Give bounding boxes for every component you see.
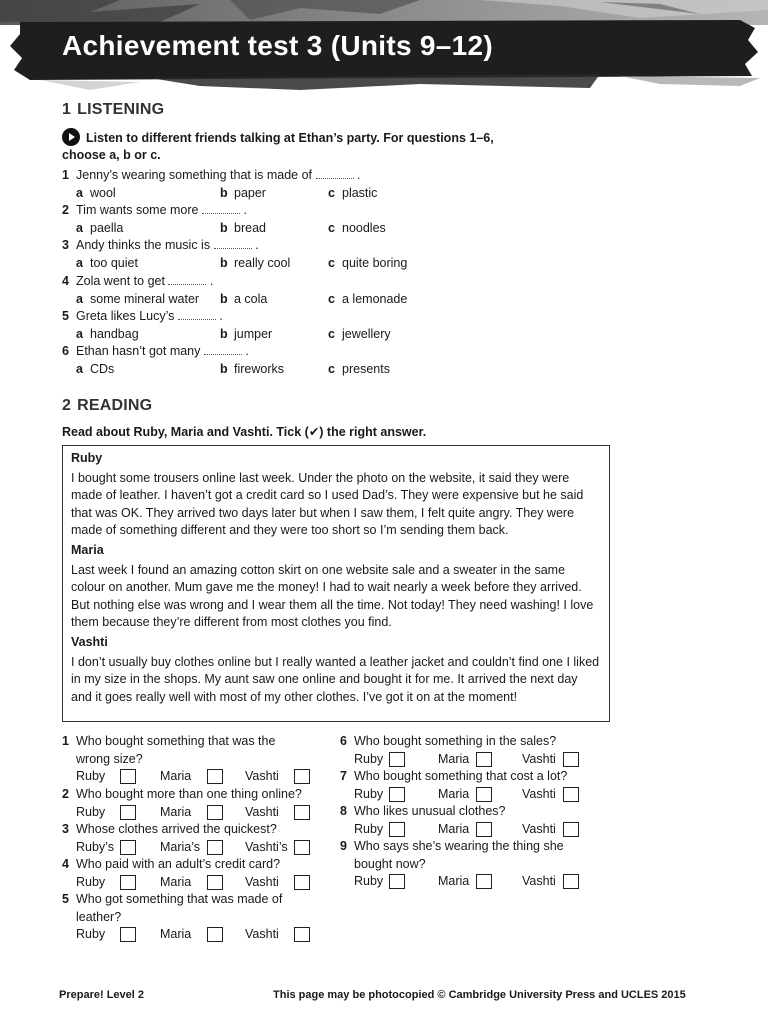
tick-box[interactable] [207, 875, 223, 890]
option-b[interactable] [220, 326, 272, 343]
question-text: Who says she’s wearing the thing she [354, 839, 564, 853]
reading-question [340, 803, 600, 821]
tick-box[interactable] [563, 787, 579, 802]
listening-instruction-line2: choose a, b or c. [62, 148, 161, 162]
tick-box[interactable] [476, 874, 492, 889]
question-text: Whose clothes arrived the quickest? [76, 822, 277, 836]
option-text: too quiet [90, 256, 138, 270]
option-letter: c [328, 221, 335, 235]
option-b[interactable] [220, 255, 290, 272]
question-number: 1 [62, 168, 69, 182]
choice-label: Maria [160, 804, 192, 819]
option-text: noodles [342, 221, 386, 235]
question-text: Greta likes Lucy’s [76, 309, 175, 323]
option-text: fireworks [234, 362, 285, 376]
option-letter: a [76, 362, 83, 376]
answer-blank[interactable] [204, 343, 242, 355]
listening-question [62, 167, 360, 184]
text-body-ruby: I bought some trousers online last week. Under the photo on the website, it said they were made of leather. I haven’t got a credit card so I used Dad’s. They were expensive but he said that was OK. They arrived two days later but when I saw them, I felt quite angry. They were made of something different and they were too short so I’m sending them back. [71, 470, 584, 538]
option-c[interactable] [328, 255, 407, 272]
option-letter: c [328, 362, 335, 376]
choice-label: Ruby [76, 874, 106, 889]
option-c[interactable] [328, 185, 377, 202]
tick-box[interactable] [389, 787, 405, 802]
choice-label: Vashti [245, 874, 279, 889]
question-number: 6 [340, 734, 347, 748]
choice-label: Maria [160, 927, 192, 942]
choice-label: Maria [438, 786, 470, 801]
question-text: Andy thinks the music is [76, 238, 211, 252]
tick-box[interactable] [120, 927, 136, 942]
option-letter: b [220, 292, 228, 306]
listening-heading [62, 101, 164, 119]
question-text: Who bought something that cost a lot? [354, 769, 568, 783]
question-number: 9 [340, 839, 347, 853]
option-letter: b [220, 221, 228, 235]
tick-box[interactable] [476, 822, 492, 837]
reading-question [340, 733, 600, 751]
choice-label: Vashti [522, 821, 556, 836]
choice-label: Vashti [522, 786, 556, 801]
option-letter: a [76, 256, 83, 270]
question-end: . [209, 274, 214, 288]
option-a[interactable] [76, 291, 199, 308]
choice-label: Maria [438, 874, 470, 889]
reading-question [340, 838, 600, 873]
option-text: plastic [342, 186, 378, 200]
answer-blank[interactable] [316, 167, 354, 179]
tick-box[interactable] [294, 769, 310, 784]
option-c[interactable] [328, 361, 390, 378]
choice-label: Ruby [76, 804, 106, 819]
listening-question [62, 343, 249, 360]
option-b[interactable] [220, 291, 267, 308]
tick-box[interactable] [207, 927, 223, 942]
reading-instruction: Read about Ruby, Maria and Vashti. Tick (✔) the right answer. [62, 425, 427, 439]
option-text: bread [234, 221, 266, 235]
tick-box[interactable] [389, 874, 405, 889]
choice-label: Maria [160, 874, 192, 889]
question-text: Who likes unusual clothes? [354, 804, 506, 818]
option-letter: a [76, 186, 83, 200]
header-banner [0, 0, 768, 95]
option-c[interactable] [328, 326, 391, 343]
tick-box[interactable] [563, 822, 579, 837]
question-text: Jenny’s wearing something that is made of [76, 168, 313, 182]
listening-title: LISTENING [77, 101, 165, 118]
tick-box[interactable] [563, 752, 579, 767]
choice-label: Maria [438, 821, 470, 836]
choice-label: Vashti [245, 927, 279, 942]
option-letter: b [220, 327, 228, 341]
choice-label: Maria [160, 769, 192, 784]
question-number: 2 [62, 787, 69, 801]
choice-label: Vashti [522, 751, 556, 766]
reading-question [62, 821, 332, 839]
question-number: 5 [62, 892, 69, 906]
question-number: 7 [340, 769, 347, 783]
tick-box[interactable] [389, 752, 405, 767]
option-a[interactable] [76, 220, 123, 237]
choice-label: Vashti [245, 769, 279, 784]
question-number: 8 [340, 804, 347, 818]
choice-label: Ruby [76, 769, 106, 784]
question-number: 3 [62, 238, 69, 252]
option-letter: c [328, 327, 335, 341]
choice-label: Ruby [354, 751, 384, 766]
option-c[interactable] [328, 220, 386, 237]
tick-box[interactable] [207, 769, 223, 784]
question-end: . [243, 203, 247, 217]
reading-number: 2 [62, 397, 72, 414]
option-letter: b [220, 362, 228, 376]
text-name-maria: Maria [71, 542, 104, 557]
option-text: presents [342, 362, 390, 376]
option-text: wool [90, 186, 116, 200]
question-end: . [245, 344, 249, 358]
question-text: Ethan hasn’t got many [76, 344, 201, 358]
option-letter: a [76, 292, 83, 306]
option-letter: b [220, 186, 228, 200]
tick-box[interactable] [207, 840, 223, 855]
listening-instruction [62, 128, 494, 164]
tick-box[interactable] [294, 805, 310, 820]
text-body-maria: Last week I found an amazing cotton skirt on one website sale and a sweater in the same colour on another. Mum gave me the money! I had to wait nearly a week before they arrived. But nothing else was wrong and I wear them all the time. Not today! They need washing! I love them because they’re different from most clothes you find. [71, 562, 594, 630]
question-text: Tim wants some more [76, 203, 199, 217]
tick-box[interactable] [476, 752, 492, 767]
choice-label: Vashti’s [245, 839, 288, 854]
page-title: Achievement test 3 (Units 9–12) [62, 30, 494, 61]
choice-label: Ruby [354, 874, 384, 889]
reading-question [62, 733, 332, 768]
option-text: jumper [234, 327, 273, 341]
question-text: Who bought something that was the [76, 734, 276, 748]
option-text: CDs [90, 362, 115, 376]
reading-question [62, 891, 332, 926]
question-number: 6 [62, 344, 69, 358]
tick-box[interactable] [120, 840, 136, 855]
question-end: . [356, 168, 361, 182]
option-b[interactable] [220, 220, 266, 237]
listening-number: 1 [62, 101, 72, 118]
option-c[interactable] [328, 291, 407, 308]
option-a[interactable] [76, 185, 116, 202]
listening-question [62, 308, 223, 325]
option-text: quite boring [342, 256, 408, 270]
option-letter: c [328, 292, 335, 306]
question-number: 1 [62, 734, 69, 748]
question-text: Who bought something in the sales? [354, 734, 557, 748]
tick-box[interactable] [120, 769, 136, 784]
listening-question [62, 202, 247, 219]
tick-box[interactable] [563, 874, 579, 889]
question-text-cont: leather? [76, 909, 122, 924]
option-letter: b [220, 256, 228, 270]
listening-question [62, 273, 213, 290]
option-text: some mineral water [90, 292, 200, 306]
tick-box[interactable] [476, 787, 492, 802]
question-number: 3 [62, 822, 69, 836]
choice-label: Ruby’s [76, 839, 114, 854]
choice-label: Vashti [522, 874, 556, 889]
question-text-cont: wrong size? [76, 751, 143, 766]
option-text: a cola [234, 292, 268, 306]
question-number: 4 [62, 274, 69, 288]
question-text: Zola went to get [76, 274, 165, 288]
answer-blank[interactable] [178, 308, 216, 320]
tick-box[interactable] [294, 875, 310, 890]
choice-label: Vashti [245, 804, 279, 819]
option-letter: a [76, 327, 83, 341]
option-letter: c [328, 256, 335, 270]
option-a[interactable] [76, 326, 139, 343]
tick-box[interactable] [294, 840, 310, 855]
option-text: jewellery [342, 327, 391, 341]
text-body-vashti: I don’t usually buy clothes online but I really wanted a leather jacket and couldn’t find one I liked in my size in the shops. My aunt saw one online and bought it for me. It arrived the next day and it goes really well with most of my other clothes. I’ve got it on at the moment! [71, 654, 600, 704]
reading-heading [62, 397, 152, 415]
question-number: 4 [62, 857, 69, 871]
footer-level: Prepare! Level 2 [59, 989, 144, 1001]
tick-box[interactable] [207, 805, 223, 820]
text-name-ruby: Ruby [71, 451, 103, 465]
tick-box[interactable] [120, 875, 136, 890]
footer-copyright: This page may be photocopied © Cambridge University Press and UCLES 2015 [273, 989, 686, 1001]
reading-title: READING [77, 397, 153, 414]
option-text: handbag [90, 327, 139, 341]
choice-label: Ruby [354, 786, 384, 801]
question-number: 5 [62, 309, 69, 323]
option-text: a lemonade [342, 292, 408, 306]
tick-box[interactable] [120, 805, 136, 820]
reading-question [62, 786, 332, 804]
option-a[interactable] [76, 361, 114, 378]
option-text: really cool [234, 256, 291, 270]
answer-blank[interactable] [168, 273, 206, 285]
question-text: Who got something that was made of [76, 892, 283, 906]
reading-text-box [62, 445, 610, 722]
choice-label: Maria’s [160, 839, 201, 854]
option-letter: c [328, 186, 335, 200]
question-end: . [255, 238, 259, 252]
question-end: . [219, 309, 223, 323]
option-a[interactable] [76, 255, 138, 272]
reading-question [340, 768, 600, 786]
answer-blank[interactable] [214, 237, 252, 249]
text-name-vashti: Vashti [71, 634, 108, 649]
listening-question [62, 237, 259, 254]
question-number: 2 [62, 203, 69, 217]
reading-question [62, 856, 332, 874]
option-b[interactable] [220, 185, 266, 202]
choice-label: Ruby [354, 821, 384, 836]
tick-box[interactable] [294, 927, 310, 942]
choice-label: Ruby [76, 927, 106, 942]
answer-blank[interactable] [202, 202, 240, 214]
option-text: paella [90, 221, 124, 235]
tick-box[interactable] [389, 822, 405, 837]
option-letter: a [76, 221, 83, 235]
question-text: Who paid with an adult’s credit card? [76, 857, 281, 871]
option-text: paper [234, 186, 266, 200]
option-b[interactable] [220, 361, 284, 378]
question-text: Who bought more than one thing online? [76, 787, 302, 801]
question-text-cont: bought now? [354, 856, 426, 871]
listening-instruction-line1: Listen to different friends talking at Ethan’s party. For questions 1–6, [86, 131, 494, 145]
choice-label: Maria [438, 751, 470, 766]
audio-play-icon[interactable] [62, 128, 80, 146]
